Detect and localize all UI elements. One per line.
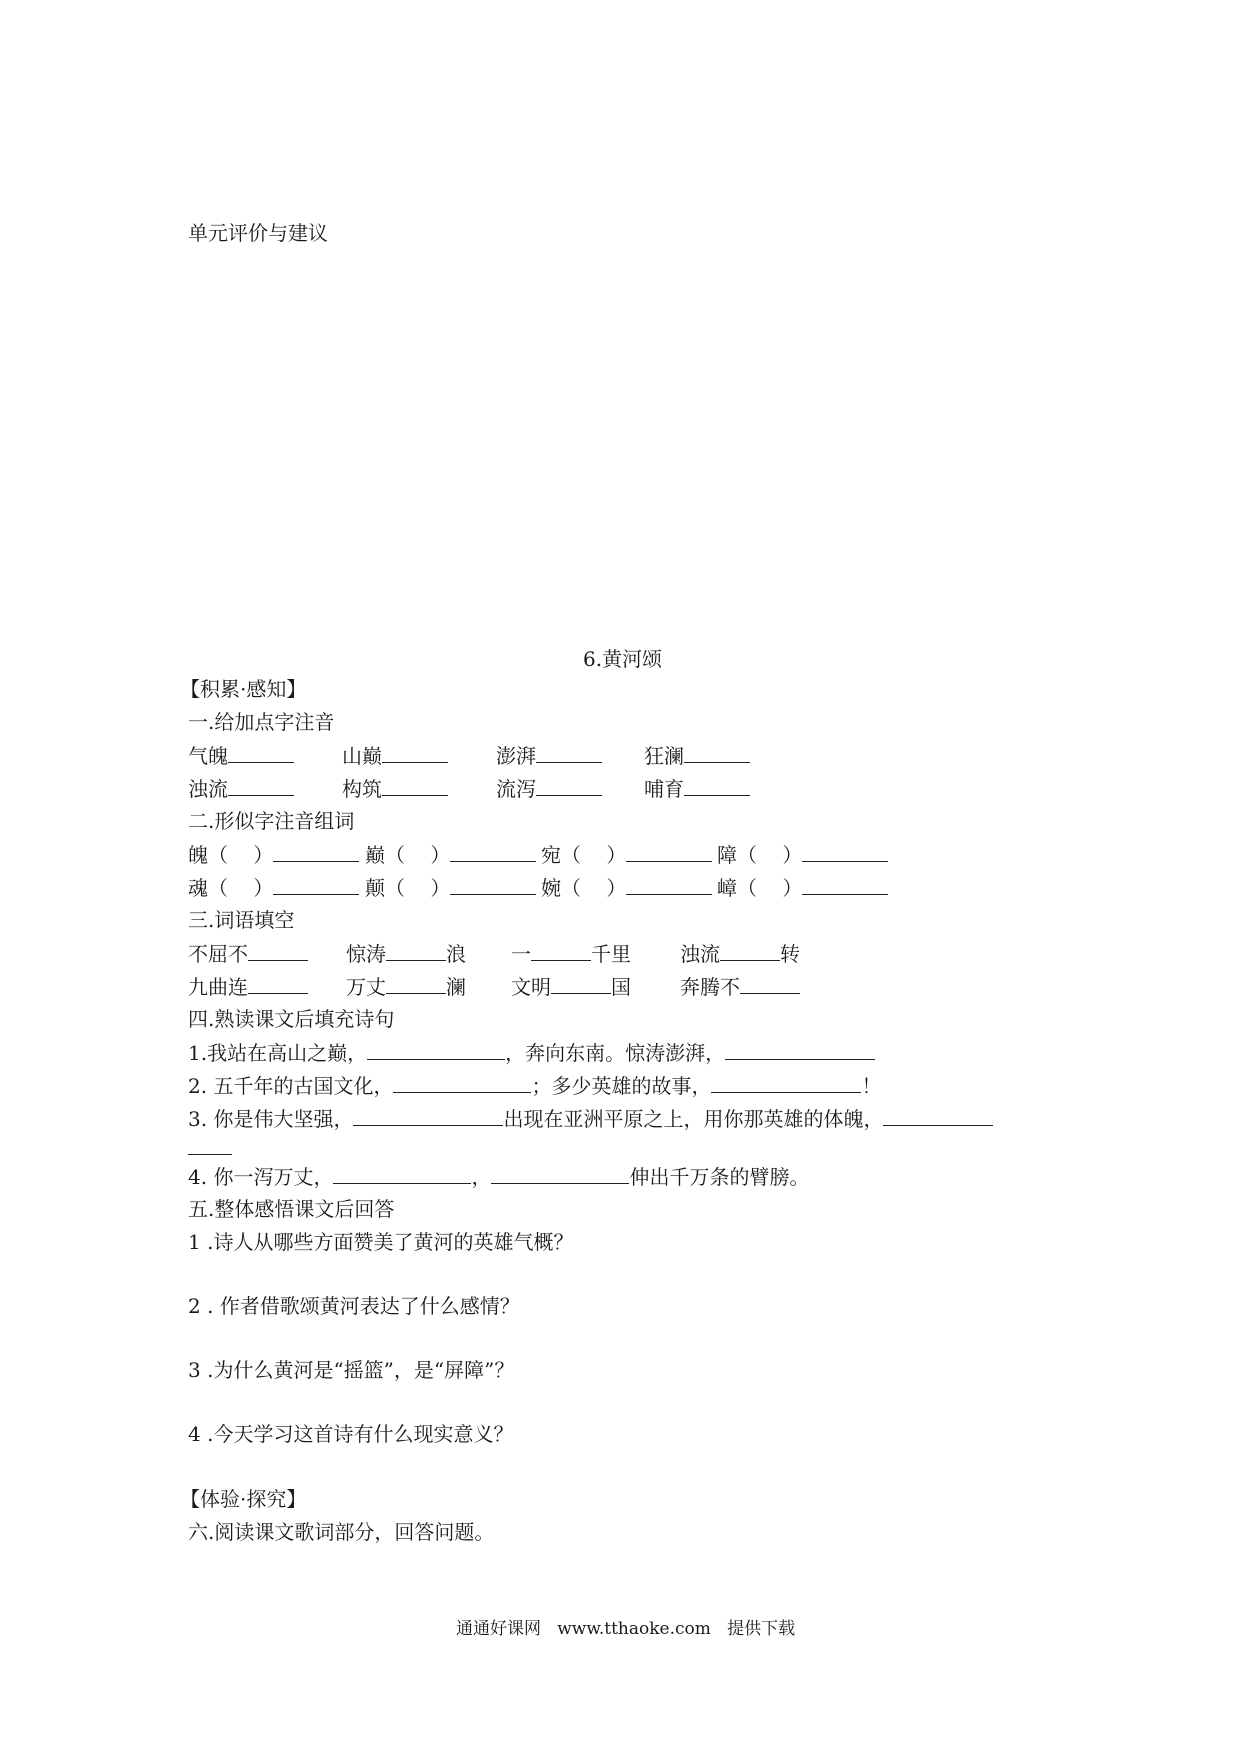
section-accumulate-perceive: 【积累·感知】 [180, 677, 307, 701]
q1-item: 流泻 [496, 775, 602, 802]
q2-item: 魂（ ） [188, 874, 359, 901]
q5-question: 3 .为什么黄河是“摇篮”，是“屏障”？ [188, 1358, 515, 1382]
q3-item: 不屈不 [188, 940, 308, 967]
q5-question: 2 . 作者借歌颂黄河表达了什么感情？ [188, 1294, 520, 1318]
q2-item: 魄（ ） [188, 841, 359, 868]
q3-item: 文明 国 [511, 975, 631, 999]
q1-item: 狂澜 [644, 742, 750, 769]
q3-item: 惊涛 浪 [346, 942, 466, 966]
q2-item: 嶂（ ） [717, 874, 888, 901]
unit-evaluation-heading: 单元评价与建议 [188, 221, 328, 245]
footer-source: 通通好课网 www.tthaoke.com 提供下载 [456, 1619, 796, 1639]
page-title: 6.黄河颂 [583, 647, 663, 671]
q3-heading: 三.词语填空 [188, 908, 295, 932]
q2-item: 颠（ ） [365, 874, 536, 901]
q3-item: 奔腾不 [680, 973, 800, 1000]
q1-item: 澎湃 [496, 742, 602, 769]
q3-item: 九曲连 [188, 973, 308, 1000]
q3-item: 万丈 澜 [346, 975, 466, 999]
q4-line-3: 3. 你是伟大坚强， 出现在亚洲平原之上，用你那英雄的体魄， [188, 1105, 993, 1132]
q4-line-3-continued [188, 1134, 232, 1161]
q1-item: 气魄 [188, 742, 294, 769]
q1-item: 山巅 [342, 742, 448, 769]
q3-item: 浊流 转 [680, 942, 800, 966]
q2-item: 巅（ ） [365, 841, 536, 868]
q1-heading: 一.给加点字注音 [188, 710, 335, 734]
q5-question: 1 .诗人从哪些方面赞美了黄河的英雄气概？ [188, 1230, 574, 1254]
q4-line-4: 4. 你一泻万丈， ， 伸出千万条的臂膀。 [188, 1165, 810, 1189]
q5-question: 4 .今天学习这首诗有什么现实意义？ [188, 1422, 514, 1446]
q2-item: 障（ ） [717, 841, 888, 868]
q1-item: 哺育 [644, 775, 750, 802]
q4-heading: 四.熟读课文后填充诗句 [188, 1007, 395, 1031]
q2-heading: 二.形似字注音组词 [188, 809, 355, 833]
section-experience-explore: 【体验·探究】 [180, 1487, 307, 1511]
q2-item: 婉（ ） [541, 874, 712, 901]
q4-line-2: 2. 五千年的古国文化， ；多少英雄的故事， ！ [188, 1074, 882, 1098]
q6-heading: 六.阅读课文歌词部分，回答问题。 [188, 1520, 495, 1544]
q4-line-1: 1.我站在高山之巅， ，奔向东南。惊涛澎湃， [188, 1039, 875, 1066]
q5-heading: 五.整体感悟课文后回答 [188, 1197, 395, 1221]
q2-item: 宛（ ） [541, 841, 712, 868]
q1-item: 构筑 [342, 775, 448, 802]
q1-item: 浊流 [188, 775, 294, 802]
q3-item: 一 千里 [511, 942, 631, 966]
